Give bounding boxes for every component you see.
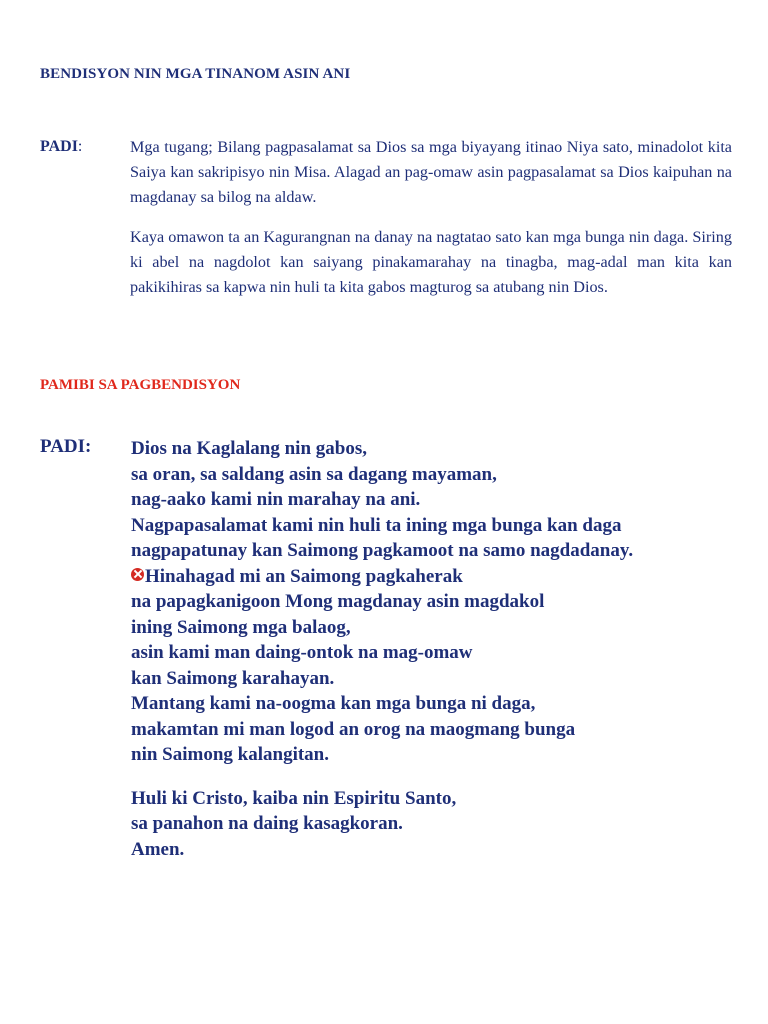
prayer-line: asin kami man daing-ontok na mag-omaw [131, 642, 473, 663]
prayer-line: sa oran, sa saldang asin sa dagang mayaman, [131, 463, 497, 485]
intro-speaker-colon: : [77, 138, 83, 155]
closing-line-amen: Amen. [131, 838, 185, 860]
section-title: PAMIBI SA PAGBENDISYON [40, 377, 241, 393]
blessing-cross-icon [131, 568, 144, 581]
prayer-line-with-cross [131, 564, 633, 590]
closing-line: Huli ki Cristo, kaiba nin Espiritu Santo, [131, 787, 457, 809]
prayer-text [131, 436, 633, 862]
document-title: BENDISYON NIN MGA TINANOM ASIN ANI [40, 66, 351, 82]
prayer-line: ining Saimong mga balaog, [131, 616, 351, 638]
prayer-line: Nagpapasalamat kami nin huli ta ining mga bunga kan daga [131, 514, 622, 536]
prayer-line: na papagkanigoon Mong magdanay asin magdakol [131, 591, 545, 612]
intro-paragraph-1: Mga tugang; Bilang pagpasalamat sa Dios sa mga biyayang itinao Niya sato, minadolot kita Saiya kan sakripisyo nin Misa. Alagad an pag-omaw asin pagpasalamat sa Dios kaipuhan na magdanay sa bilog na aldaw. [130, 138, 732, 206]
prayer-line: nag-aako kami nin marahay na ani. [131, 489, 421, 510]
stanza-gap [131, 768, 633, 786]
prayer-speaker-label: PADI: [40, 436, 92, 457]
prayer-line: Mantang kami na-oogma kan mga bunga ni daga, [131, 693, 536, 714]
intro-paragraph-2: Kaya omawon ta an Kagurangnan na danay na nagtatao sato kan mga bunga nin daga. Siring ki abel na nagdolot kan saiyang pinakamarahay na tinagba, mag-adal man kita kan pakikihiras sa kapwa nin huli ta kita gabos magturog sa atubang nin Dios. [130, 228, 732, 296]
prayer-line: kan Saimong karahayan. [131, 667, 335, 689]
intro-speaker-name: PADI [40, 138, 78, 155]
intro-speaker-label [40, 138, 82, 156]
prayer-line: nagpapatunay kan Saimong pagkamoot na samo nagdadanay. [131, 540, 634, 561]
closing-line: sa panahon na daing kasagkoran. [131, 813, 403, 834]
prayer-line: Dios na Kaglalang nin gabos, [131, 438, 367, 459]
prayer-line: makamtan mi man logod an orog na maogmang bunga [131, 718, 576, 740]
prayer-line: nin Saimong kalangitan. [131, 744, 329, 765]
prayer-line-text: Hinahagad mi an Saimong pagkaherak [145, 565, 463, 587]
